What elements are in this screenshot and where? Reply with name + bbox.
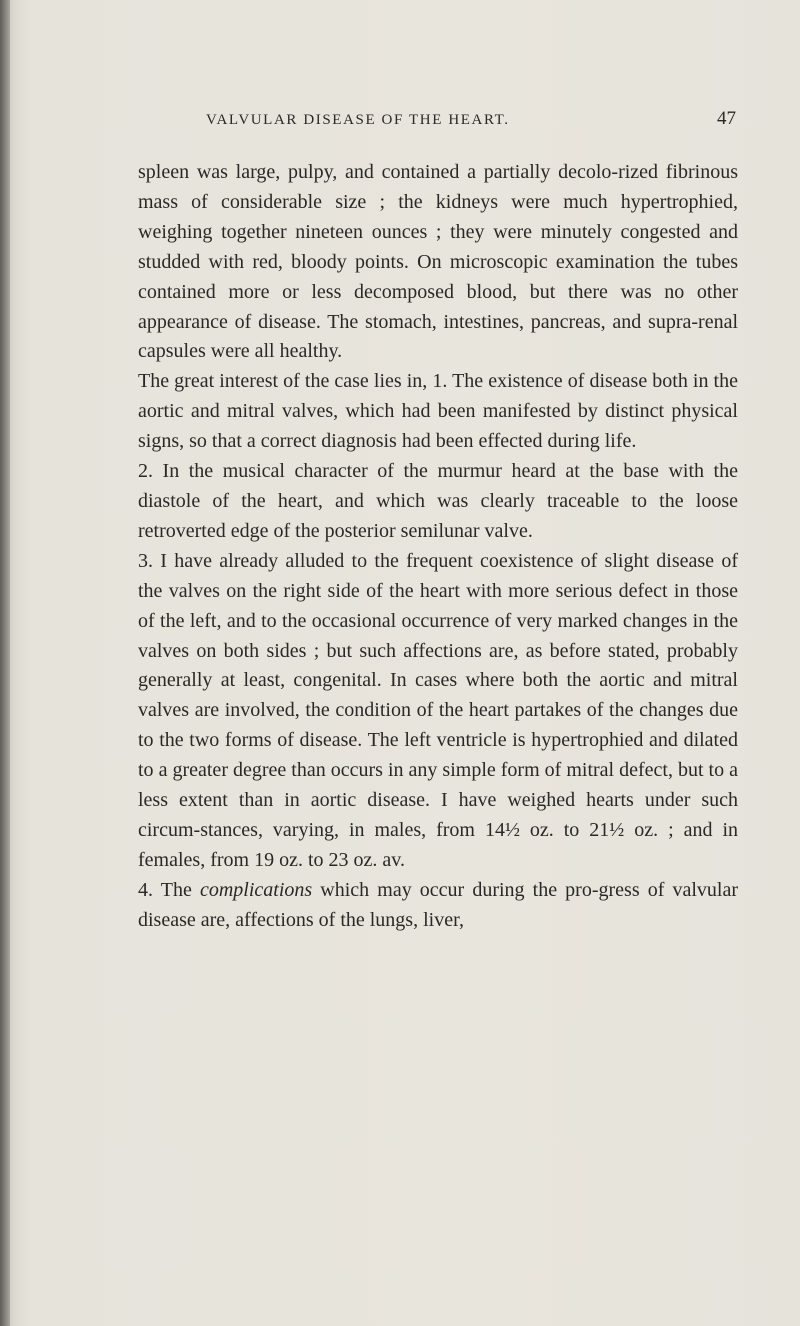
running-title: VALVULAR DISEASE OF THE HEART. xyxy=(206,112,510,128)
page-header xyxy=(206,108,736,138)
paragraph-5-rest: which may occur during the pro-gress of valvular disease are, affections of the lungs, liver, xyxy=(138,878,738,931)
paragraph-1: spleen was large, pulpy, and contained a partially decolo-rized fibrinous mass of considerable size ; the kidneys were much hypertrophied, weighing together nineteen ounces ; they were minutely congested and studded with red, bloody points. On microscopic examination the tubes contained more or less decomposed blood, but there was no other appearance of disease. The stomach, intestines, pancreas, and supra-renal capsules were all healthy. xyxy=(138,161,738,363)
paragraph-3: 2. In the musical character of the murmur heard at the base with the diastole of the heart, and which was clearly traceable to the loose retroverted edge of the posterior semilunar valve. xyxy=(138,460,738,542)
paragraph-4: 3. I have already alluded to the frequent coexistence of slight disease of the valves on the right side of the heart with more serious defect in those of the left, and to the occasional occurrence of very marked changes in the valves on both sides ; but such affections are, as before stated, probably generally at least, congenital. In cases where both the aortic and mitral valves are involved, the condition of the heart partakes of the changes due to the two forms of disease. The left ventricle is hypertrophied and dilated to a greater degree than occurs in any simple form of mitral defect, but to a less extent than in aortic disease. I have weighed hearts under such circum-stances, varying, in males, from 14½ oz. to 21½ oz. ; and in females, from 19 oz. to 23 oz. av. xyxy=(138,549,738,871)
paragraph-5 xyxy=(138,876,738,936)
body-text xyxy=(138,158,738,936)
paragraph-5-italic: complications xyxy=(199,878,313,901)
page-gutter-shadow xyxy=(0,0,10,1326)
paragraph-5-lead: 4. The xyxy=(138,878,200,901)
page-number: 47 xyxy=(717,108,736,129)
paragraph-2: The great interest of the case lies in, 1. The existence of disease both in the aortic and mitral valves, which had been manifested by distinct physical signs, so that a correct diagnosis had been effected during life. xyxy=(138,370,738,453)
